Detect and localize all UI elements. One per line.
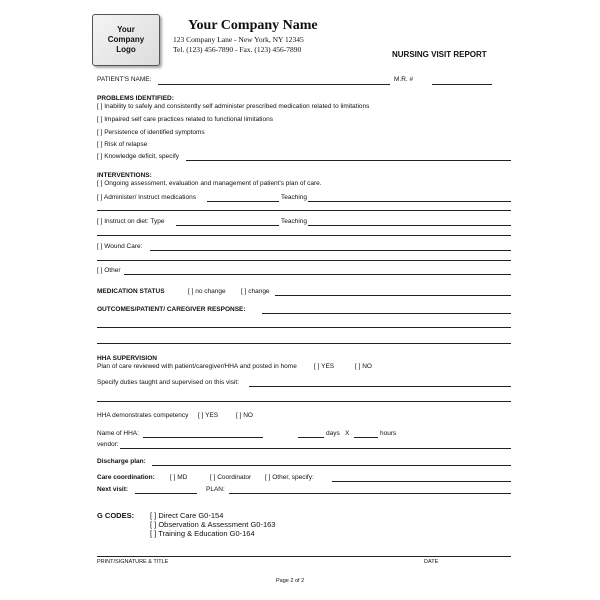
intervention-ongoing[interactable]: [ ] Ongoing assessment, evaluation and management of patient's plan of care. [97,180,322,187]
intervention-diet[interactable]: [ ] Instruct on diet: Type [97,218,165,225]
problem-item-3[interactable]: [ ] Persistence of identified symptoms [97,129,205,136]
mr-label: M.R. # [394,76,414,83]
logo-line-1: Your [117,25,135,34]
report-title: NURSING VISIT REPORT [392,50,487,59]
medication-field[interactable] [275,295,511,296]
coordination-other[interactable]: [ ] Other, specify: [265,474,314,481]
gcode-observation[interactable]: [ ] Observation & Assessment G0-163 [150,520,276,529]
administer-teaching-label: Teaching [281,194,308,201]
logo-line-3: Logo [116,45,136,54]
gcode-direct-care[interactable]: [ ] Direct Care G0-154 [150,511,224,520]
problem-item-4[interactable]: [ ] Risk of relapse [97,141,148,148]
administer-extra-line[interactable] [97,210,511,211]
hha-vendor-label: vendor: [97,441,119,448]
problems-heading: PROBLEMS IDENTIFIED: [97,95,174,102]
company-phone: Tel. (123) 456-7890 - Fax. (123) 456-7890 [173,45,302,54]
problem-item-5[interactable]: [ ] Knowledge deficit, specify [97,153,180,160]
discharge-plan-field[interactable] [152,465,511,466]
problem-item-1[interactable]: [ ] Inability to safely and consistently self administer prescribed medication related to limitations [97,103,370,110]
hha-vendor-field[interactable] [120,448,511,449]
wound-extra-line[interactable] [97,260,511,261]
next-visit-label: Next visit: [97,486,129,493]
gcodes-label: G CODES: [97,511,135,520]
other-field[interactable] [124,274,511,275]
hha-duties-line-2[interactable] [97,401,511,402]
intervention-wound[interactable]: [ ] Wound Care: [97,243,143,250]
hha-name-label: Name of HHA: [97,430,139,437]
intervention-other[interactable]: [ ] Other [97,267,121,274]
gcode-training[interactable]: [ ] Training & Education G0-164 [150,529,255,538]
diet-teaching-field[interactable] [308,225,511,226]
company-logo [92,14,160,66]
outcomes-line-2[interactable] [97,327,511,328]
diet-type-field[interactable] [176,225,279,226]
patient-name-field[interactable] [158,84,390,85]
knowledge-deficit-field[interactable] [186,160,511,161]
wound-care-field[interactable] [150,250,511,251]
problem-item-2[interactable]: [ ] Impaired self care practices related to functional limitations [97,116,273,123]
diet-teaching-label: Teaching [281,218,308,225]
coordination-md[interactable]: [ ] MD [170,474,188,481]
hha-duties-label: Specify duties taught and supervised on this visit: [97,379,239,386]
company-address: 123 Company Lane - New York, NY 12345 [173,35,304,44]
page-number: Page 2 of 2 [276,578,305,584]
coordination-coordinator[interactable]: [ ] Coordinator [210,474,252,481]
administer-field[interactable] [207,201,279,202]
outcomes-field[interactable] [262,313,511,314]
hha-competency-yes[interactable]: [ ] YES [198,412,219,419]
mr-field[interactable] [432,84,492,85]
medication-no-change[interactable]: [ ] no change [188,288,226,295]
hha-competency-label: HHA demonstrates competency [97,412,189,419]
plan-field[interactable] [229,493,511,494]
next-visit-field[interactable] [135,493,197,494]
administer-teaching-field[interactable] [308,201,511,202]
medication-status-label: MEDICATION STATUS [97,288,165,295]
hha-days-label: days [326,430,340,437]
medication-change[interactable]: [ ] change [241,288,270,295]
plan-label: PLAN: [206,486,225,493]
signature-label: PRINT/SIGNATURE & TITLE [97,559,169,565]
hha-plan-yes[interactable]: [ ] YES [314,363,335,370]
hha-plan-no[interactable]: [ ] NO [355,363,372,370]
outcomes-line-3[interactable] [97,343,511,344]
signature-line[interactable] [97,556,511,557]
outcomes-label: OUTCOMES/PATIENT/ CAREGIVER RESPONSE: [97,306,246,313]
hha-hours-field[interactable] [354,437,378,438]
discharge-plan-label: Discharge plan: [97,458,146,465]
coordination-other-field[interactable] [332,481,511,482]
hha-name-field[interactable] [143,437,263,438]
logo-line-2: Company [107,35,145,44]
hha-days-field[interactable] [298,437,324,438]
date-label: DATE [424,559,439,565]
hha-heading: HHA SUPERVISION [97,355,157,362]
hha-x-label: X [345,430,350,437]
care-coordination-label: Care coordination: [97,474,155,481]
hha-duties-field[interactable] [249,386,511,387]
intervention-administer[interactable]: [ ] Administer/ Instruct medications [97,194,196,201]
hha-plan-text: Plan of care reviewed with patient/caregiver/HHA and posted in home [97,363,297,370]
hha-hours-label: hours [380,430,397,437]
interventions-heading: INTERVENTIONS: [97,172,152,179]
diet-extra-line[interactable] [97,235,511,236]
hha-competency-no[interactable]: [ ] NO [236,412,253,419]
patient-name-label: PATIENT'S NAME: [97,76,152,83]
company-name: Your Company Name [188,18,318,33]
